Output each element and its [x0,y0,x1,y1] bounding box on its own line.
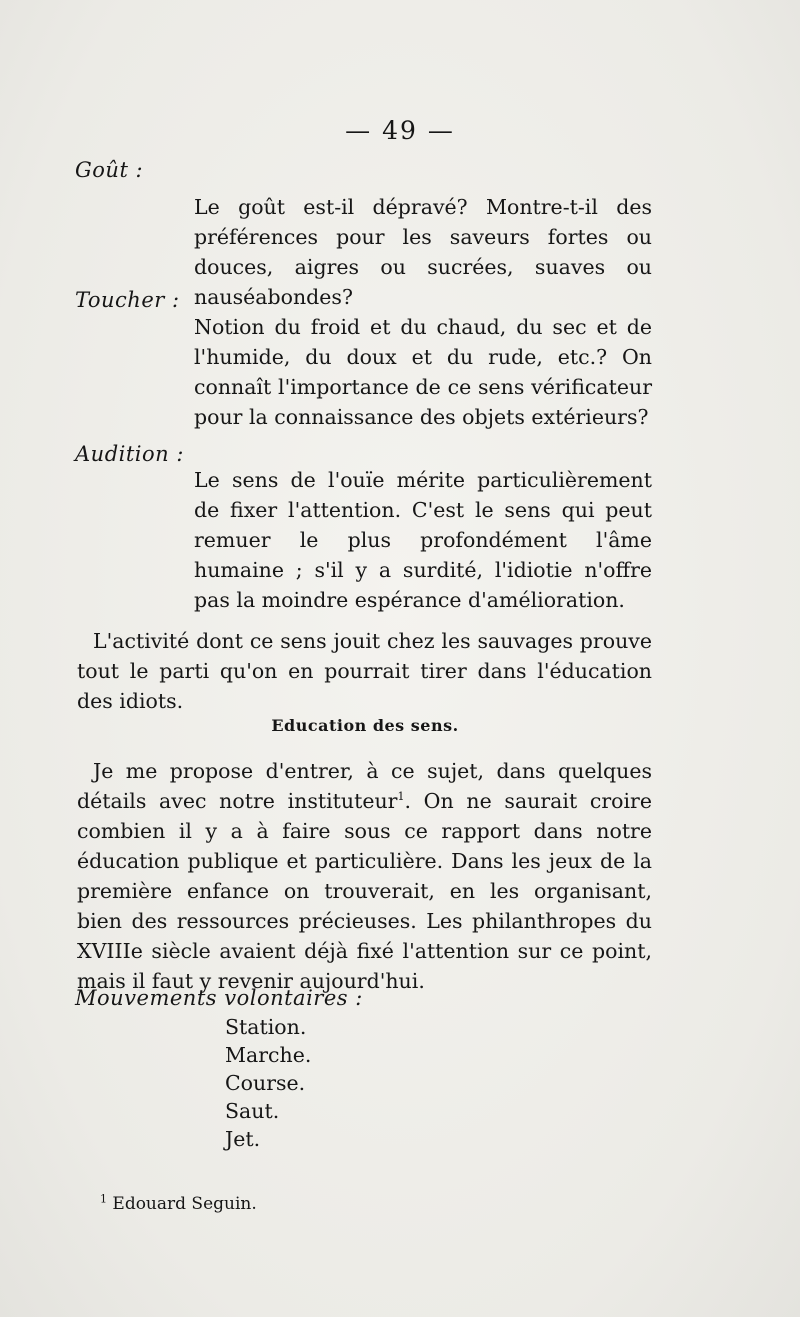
footnote-mark: 1 [100,1192,107,1206]
heading-gout: Goût : [75,158,144,182]
mouvements-list [225,1013,311,1153]
paragraph-audition-followup: L'activité dont ce sens jouit chez les sauvages prouve tout le parti qu'on en pourrait tirer dans l'éducation des idiots. [77,629,652,713]
list-item: Course. [225,1071,306,1095]
page-number: — 49 — [345,116,455,145]
footnote [100,1194,257,1214]
heading-audition: Audition : [75,442,184,466]
list-item: Saut. [225,1099,280,1123]
paragraph-gout: Le goût est-il dépravé? Montre-t-il des préférences pour les saveurs fortes ou douces, aigres ou sucrées, suaves ou nauséabondes? [194,195,652,309]
list-item: Marche. [225,1043,312,1067]
footnote-reference: 1 [397,790,405,804]
footnote-text: Edouard Seguin. [112,1194,257,1214]
paragraph-education [77,756,652,996]
heading-toucher: Toucher : [75,288,180,312]
paragraph-audition: Le sens de l'ouïe mérite particulièrement de fixer l'attention. C'est le sens qui peut remuer le plus profondément l'âme humaine ; s'il y a surdité, l'idiotie n'offre pas la moindre espérance d'amélioration. [194,468,652,612]
paragraph-toucher: Notion du froid et du chaud, du sec et de l'humide, du doux et du rude, etc.? On connaît l'importance de ce sens vérificateur pour la connaissance des objets extérieurs? [194,315,652,429]
education-text-end: . On ne saurait croire combien il y a à faire sous ce rapport dans notre éducation publique et particulière. Dans les jeux de la première enfance on trouverait, en les organisant, bien des ressources précieuses. Les philanthropes du XVIIIe siècle avaient déjà fixé l'attention sur ce point, mais il faut y revenir aujourd'hui. [77,789,652,993]
list-item: Jet. [225,1127,261,1151]
education-text-start: Je me propose d'entrer, à ce sujet, dans quelques détails avec notre instituteur [77,759,652,813]
list-item: Station. [225,1015,307,1039]
heading-mouvements: Mouvements volontaires : [75,986,363,1010]
section-title-education: Education des sens. [271,716,459,735]
